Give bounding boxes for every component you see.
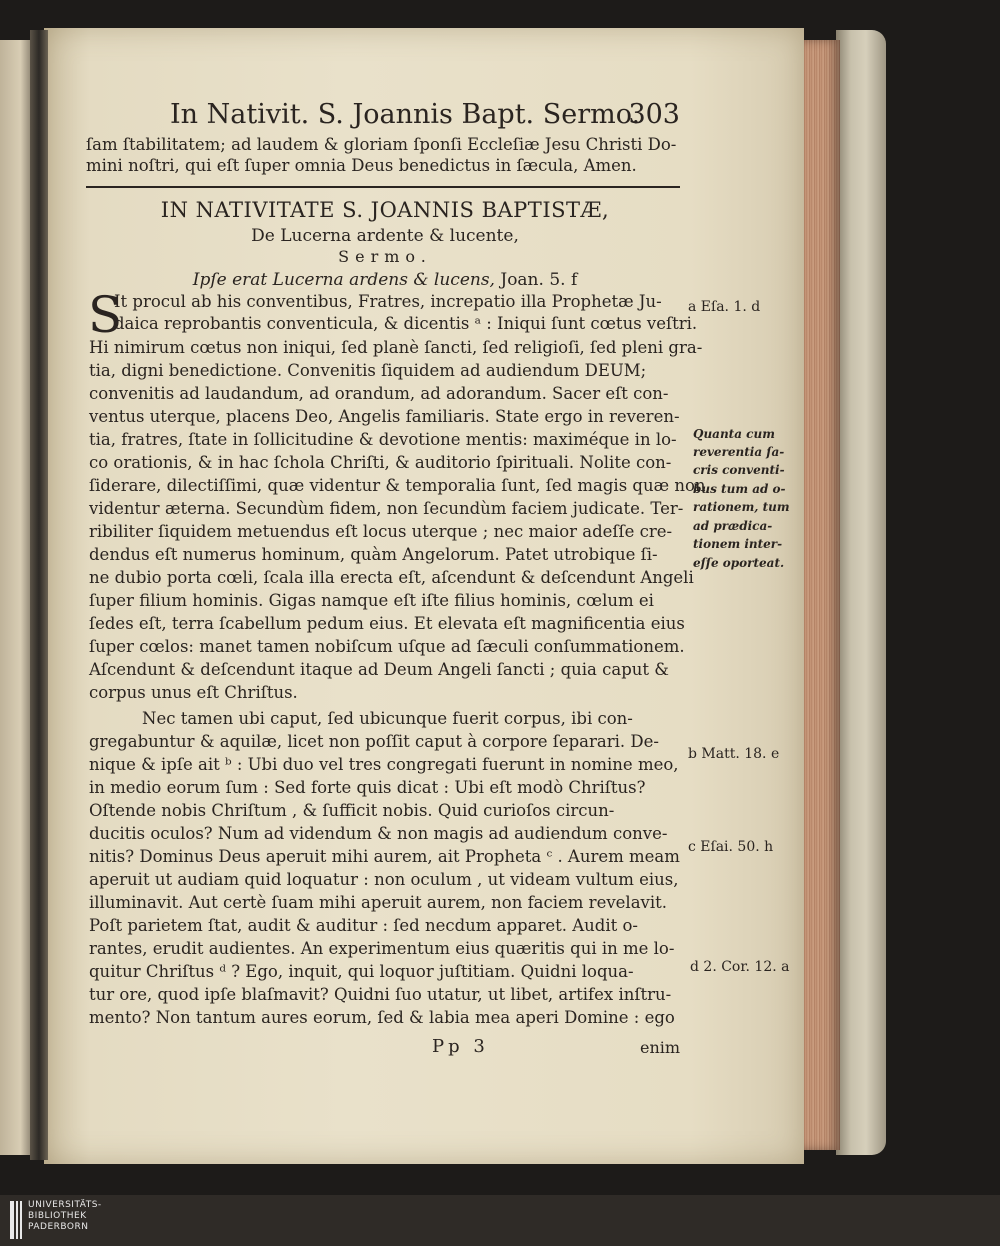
book-gutter: [30, 30, 48, 1160]
body-line: aperuit ut audiam quid loquatur : non oculum , ut videam vultum eius,: [89, 870, 679, 889]
body-line: nique & ipſe ait ᵇ : Ubi duo vel tres congregati fuerunt in nomine meo,: [89, 755, 679, 774]
margin-note: b Matt. 18. e: [688, 746, 780, 762]
preceding-line: mini noſtri, qui eſt ſuper omnia Deus benedictus in ſæcula, Amen.: [86, 156, 637, 175]
sermon-title: IN NATIVITATE S. JOANNIS BAPTISTÆ,: [160, 198, 610, 222]
sermon-subtitle: De Lucerna ardente & lucente,: [251, 226, 519, 246]
running-header: [170, 97, 680, 133]
body-line: mento? Non tantum aures eorum, ſed & labia mea aperi Domine : ego: [89, 1008, 675, 1027]
body-line: convenitis ad laudandum, ad orandum, ad adorandum. Sacer eſt con-: [89, 384, 669, 403]
body-line: tia, fratres, ſtate in ſollicitudine & devotione mentis: maximéque in lo-: [89, 430, 677, 449]
margin-gloss-line: rationem, tum: [693, 500, 790, 514]
divider-rule: [86, 186, 680, 188]
body-line: in medio eorum ſum : Sed forte quis dicat : Ubi eſt modò Chriſtus?: [89, 778, 646, 797]
body-line: daica reprobantis conventicula, & dicentis ᵃ : Iniqui ſunt cœtus veſtri.: [114, 314, 698, 333]
library-logo-line: PADERBORN: [28, 1222, 89, 1232]
library-logo-line: BIBLIOTHEK: [28, 1211, 87, 1221]
body-line: ſuper cœlos: manet tamen nobiſcum uſque ad ſæculi conſummationem.: [89, 637, 685, 656]
margin-gloss-line: tionem inter-: [693, 537, 783, 551]
library-footer: [0, 1195, 1000, 1246]
margin-gloss-line: cris conventi-: [693, 463, 785, 477]
body-line: ducitis oculos? Num ad videndum & non magis ad audiendum conve-: [89, 824, 668, 843]
epigraph: [90, 268, 680, 292]
body-line: illuminavit. Aut certè ſuam mihi aperuit aurem, non faciem revelavit.: [89, 893, 668, 912]
preceding-line: ſam ſtabilitatem; ad laudem & gloriam ſponſi Eccleſiæ Jesu Christi Do-: [86, 135, 677, 154]
body-line: tia, digni benedictione. Convenitis ſiquidem ad audiendum DEUM;: [89, 361, 647, 380]
library-logo-icon: [10, 1201, 22, 1239]
body-line: corpus unus eſt Chriſtus.: [89, 683, 298, 702]
body-line: Hi nimirum cœtus non iniqui, ſed planè ſancti, ſed religioſi, ſed pleni gra-: [89, 338, 703, 357]
epigraph-text: Ipſe erat Lucerna ardens & lucens,: [192, 270, 495, 290]
margin-note: d 2. Cor. 12. a: [690, 959, 790, 975]
body-line: videntur æterna. Secundùm fidem, non ſecundùm faciem judicate. Ter-: [89, 499, 684, 518]
body-line: nitis? Dominus Deus aperuit mihi aurem, ait Propheta ᶜ . Aurem meam: [89, 847, 680, 866]
signature-mark: Pp 3: [432, 1036, 489, 1057]
body-line: quitur Chriſtus ᵈ ? Ego, inquit, qui loquor juſtitiam. Quidni loqua-: [89, 962, 634, 981]
body-line: ſiderare, dilectiſſimi, quæ videntur & temporalia ſunt, ſed magis quæ non: [89, 476, 706, 495]
drop-cap: S: [88, 286, 123, 344]
margin-gloss-line: ad prædica-: [693, 519, 773, 533]
body-line: ribiliter ſiquidem metuendus eſt locus uterque ; nec maior adeſſe cre-: [89, 522, 673, 541]
left-page-edge: [0, 40, 34, 1155]
margin-note: c Eſai. 50. h: [688, 839, 774, 855]
margin-gloss-line: reverentia ſa-: [693, 445, 785, 459]
body-line: Poſt parietem ſtat, audit & auditur : ſed necdum apparet. Audit o-: [89, 916, 638, 935]
running-title: In Nativit. S. Joannis Bapt. Sermo.: [170, 99, 641, 130]
margin-gloss-line: eſſe oporteat.: [693, 556, 785, 570]
epigraph-reference: Joan. 5. f: [500, 270, 578, 290]
body-line: Nec tamen ubi caput, ſed ubicunque fuerit corpus, ibi con-: [142, 709, 633, 728]
body-line: co orationis, & in hac ſchola Chriſti, & auditorio ſpirituali. Nolite con-: [89, 453, 672, 472]
body-line: ventus uterque, placens Deo, Angelis familiaris. State ergo in reveren-: [89, 407, 680, 426]
body-line: ſuper filium hominis. Gigas namque eſt iſte filius hominis, cœlum ei: [89, 591, 654, 610]
page-number: 303: [628, 99, 680, 130]
body-line: Oſtende nobis Chriſtum , & ſufficit nobis. Quid curioſos circun-: [89, 801, 615, 820]
body-line: ne dubio porta cœli, ſcala illa erecta eſt, aſcendunt & deſcendunt Angeli: [89, 568, 694, 587]
body-line: dendus eſt numerus hominum, quàm Angelorum. Patet utrobique ſi-: [89, 545, 658, 564]
page-edges: [800, 40, 840, 1150]
margin-gloss-line: Quanta cum: [693, 427, 775, 441]
book-cover-edge: [836, 30, 886, 1155]
body-line: rantes, erudit audientes. An experimentum eius quæritis qui in me lo-: [89, 939, 675, 958]
body-line: ſedes eſt, terra ſcabellum pedum eius. Et elevata eſt magnificentia eius: [89, 614, 685, 633]
margin-gloss-line: bus tum ad o-: [693, 482, 786, 496]
body-line: tur ore, quod ipſe blaſmavit? Quidni ſuo utatur, ut libet, artifex inſtru-: [89, 985, 672, 1004]
body-line: gregabuntur & aquilæ, licet non poſſit caput à corpore ſeparari. De-: [89, 732, 659, 751]
body-line: It procul ab his conventibus, Fratres, increpatio illa Prophetæ Ju-: [114, 292, 662, 311]
body-line: Aſcendunt & deſcendunt itaque ad Deum Angeli ſancti ; quia caput &: [89, 660, 669, 679]
sermo-label: Sermo.: [338, 247, 432, 266]
catchword: enim: [640, 1038, 681, 1057]
library-logo-line: UNIVERSITÄTS-: [28, 1200, 102, 1210]
margin-note: a Eſa. 1. d: [688, 299, 761, 315]
